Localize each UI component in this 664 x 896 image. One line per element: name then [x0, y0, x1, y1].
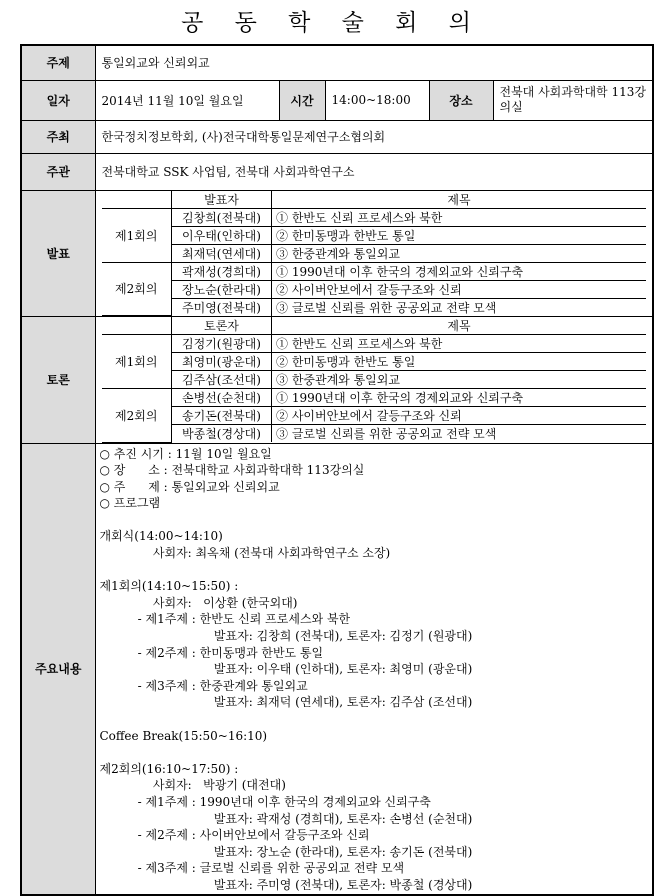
content-line: 개회식(14:00~14:10): [99, 529, 223, 544]
presenter-name: 김창희(전북대): [172, 208, 272, 226]
discussant-name: 김정기(원광대): [172, 335, 272, 353]
discussion-title: ① 1990년대 이후 한국의 경제외교와 신뢰구축: [272, 389, 647, 407]
discussant-name: 손병선(순천대): [172, 389, 272, 407]
discussion-label: 토론: [21, 317, 95, 444]
discussion-title: ① 한반도 신뢰 프로세스와 북한: [272, 335, 647, 353]
host-value: 한국정치정보학회, (사)전국대학통일문제연구소협의회: [95, 120, 653, 153]
content-line: ○ 프로그램: [99, 496, 161, 511]
presenter-name: 장노순(한라대): [172, 280, 272, 298]
content-line: - 제2주제 : 한미동맹과 한반도 통일: [99, 645, 324, 660]
topic-label: 주제: [21, 45, 95, 80]
presentation-label: 발표: [21, 190, 95, 317]
content-line: Coffee Break(15:50~16:10): [99, 728, 268, 743]
topic-row: [21, 45, 653, 80]
content-line: - 제1주제 : 한반도 신뢰 프로세스와 북한: [99, 612, 351, 627]
organizer-row: [21, 153, 653, 190]
session-2-label: 제2회의: [102, 262, 172, 316]
content-line: 발표자: 최재덕 (연세대), 토론자: 김주삼 (조선대): [99, 695, 473, 710]
content-line: 발표자: 김창희 (전북대), 토론자: 김정기 (원광대): [99, 629, 473, 644]
presentation-section: [95, 190, 653, 317]
content-line: 제1회의(14:10~15:50) :: [99, 579, 239, 594]
content-line: ○ 주 제 : 통일외교와 신뢰외교: [99, 479, 280, 494]
main-content-row: [21, 443, 653, 895]
presentation-title: ① 1990년대 이후 한국의 경제외교와 신뢰구축: [272, 262, 647, 280]
presenter-name: 최재덕(연세대): [172, 244, 272, 262]
organizer-label: 주관: [21, 153, 95, 190]
content-line: 사회자: 이상환 (한국외대): [99, 595, 298, 610]
content-line: 발표자: 주미영 (전북대), 토론자: 박종철 (경상대): [99, 877, 473, 892]
date-row: [21, 80, 653, 120]
content-line: 발표자: 곽재성 (경희대), 토론자: 손병선 (순천대): [99, 811, 473, 826]
title-header: 제목: [272, 191, 647, 209]
presentation-row: [21, 190, 653, 317]
discussion-row: [21, 317, 653, 444]
main-content-body: [95, 443, 653, 895]
session-2-label: 제2회의: [102, 389, 172, 443]
presentation-title: ② 사이버안보에서 갈등구조와 신뢰: [272, 280, 647, 298]
content-line: [100, 562, 649, 579]
presentation-title: ③ 한중관계와 통일외교: [272, 244, 647, 262]
presentation-table: [102, 191, 647, 317]
discussant-name: 김주삼(조선대): [172, 371, 272, 389]
host-label: 주최: [21, 120, 95, 153]
content-line: ○ 장 소 : 전북대학교 사회과학대학 113강의실: [99, 463, 365, 478]
time-value: 14:00~18:00: [325, 80, 429, 120]
content-line: - 제1주제 : 1990년대 이후 한국의 경제외교와 신뢰구축: [99, 794, 431, 809]
presentation-title: ③ 글로벌 신뢰를 위한 공공외교 전략 모색: [272, 298, 647, 316]
discussant-name: 박종철(경상대): [172, 425, 272, 443]
discussion-title: ③ 한중관계와 통일외교: [272, 371, 647, 389]
discussion-section: [95, 317, 653, 444]
time-label: 시간: [279, 80, 325, 120]
content-line: [100, 512, 649, 529]
discussant-name: 송기돈(전북대): [172, 407, 272, 425]
title-header: 제목: [272, 317, 647, 335]
document-title: 공 동 학 술 회 의: [181, 10, 483, 36]
conference-info-table: [20, 44, 654, 896]
content-line: [100, 744, 649, 761]
presenter-name: 이우태(인하대): [172, 226, 272, 244]
presenter-name: 주미영(전북대): [172, 298, 272, 316]
content-line: 사회자: 박광기 (대전대): [99, 778, 286, 793]
content-line: ○ 추진 시기 : 11월 10일 월요일: [99, 446, 272, 461]
discussion-table: [102, 317, 647, 443]
topic-value: 통일외교와 신뢰외교: [95, 45, 653, 80]
content-line: 제2회의(16:10~17:50) :: [99, 761, 239, 776]
date-value: 2014년 11월 10일 월요일: [95, 80, 279, 120]
place-label: 장소: [429, 80, 493, 120]
main-content-label: 주요내용: [21, 443, 95, 895]
place-value: 전북대 사회과학대학 113강의실: [493, 80, 653, 120]
discussant-header: 토론자: [172, 317, 272, 335]
presenter-header: 발표자: [172, 191, 272, 209]
presenter-name: 곽재성(경희대): [172, 262, 272, 280]
content-line: 사회자: 최옥채 (전북대 사회과학연구소 소장): [99, 546, 391, 561]
presentation-title: ① 한반도 신뢰 프로세스와 북한: [272, 208, 647, 226]
presentation-title: ② 한미동맹과 한반도 통일: [272, 226, 647, 244]
session-1-label: 제1회의: [102, 335, 172, 389]
content-line: 발표자: 장노순 (한라대), 토론자: 송기돈 (전북대): [99, 844, 473, 859]
content-line: - 제3주제 : 글로벌 신뢰를 위한 공공외교 전략 모색: [99, 861, 405, 876]
session-1-label: 제1회의: [102, 208, 172, 262]
discussion-title: ③ 글로벌 신뢰를 위한 공공외교 전략 모색: [272, 425, 647, 443]
organizer-value: 전북대학교 SSK 사업팀, 전북대 사회과학연구소: [95, 153, 653, 190]
discussion-title: ② 한미동맹과 한반도 통일: [272, 353, 647, 371]
discussion-title: ② 사이버안보에서 갈등구조와 신뢰: [272, 407, 647, 425]
date-label: 일자: [21, 80, 95, 120]
content-line: - 제2주제 : 사이버안보에서 갈등구조와 신뢰: [99, 828, 370, 843]
content-line: 발표자: 이우태 (인하대), 토론자: 최영미 (광운대): [99, 662, 473, 677]
host-row: [21, 120, 653, 153]
content-line: - 제3주제 : 한중관계와 통일외교: [99, 678, 308, 693]
content-line: [100, 711, 649, 728]
discussant-name: 최영미(광운대): [172, 353, 272, 371]
